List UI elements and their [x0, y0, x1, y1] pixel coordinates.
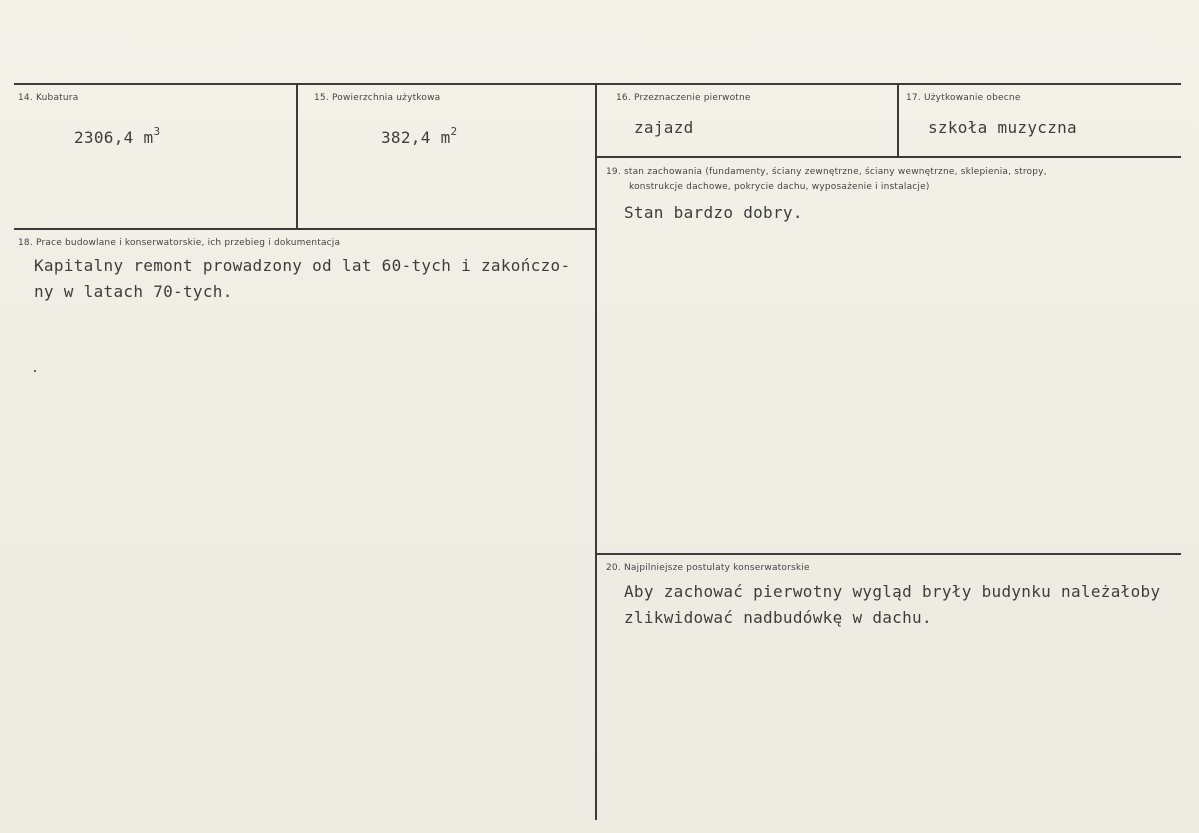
prace-budowlane-line-1: Kapitalny remont prowadzony od lat 60-tych i zakończo- — [34, 256, 571, 275]
prace-budowlane-label: 18. Prace budowlane i konserwatorskie, ich przebieg i dokumentacja — [18, 238, 341, 248]
prace-budowlane-line-2: ny w latach 70-tych. — [34, 282, 233, 301]
powierzchnia-label: 15. Powierzchnia użytkowa — [314, 93, 441, 103]
powierzchnia-value — [381, 125, 458, 147]
przeznaczenie-value: zajazd — [634, 118, 694, 137]
kubatura-label: 14. Kubatura — [18, 93, 79, 103]
divider-16-17 — [897, 84, 899, 157]
kubatura-exponent: 3 — [153, 125, 161, 138]
przeznaczenie-label: 16. Przeznaczenie pierwotne — [616, 93, 751, 103]
rule-under-14-15 — [14, 228, 596, 230]
stan-zachowania-label-line-2: konstrukcje dachowe, pokrycie dachu, wyposażenie i instalacje) — [629, 182, 930, 192]
powierzchnia-exponent: 2 — [450, 125, 458, 138]
stan-zachowania-label-line-1: 19. stan zachowania (fundamenty, ściany zewnętrzne, ściany wewnętrzne, sklepienia, stropy, — [606, 167, 1047, 177]
divider-14-15 — [296, 84, 298, 229]
uzytkowanie-label: 17. Użytkowanie obecne — [906, 93, 1021, 103]
kubatura-value — [74, 125, 161, 147]
postulaty-line-2: zlikwidować nadbudówkę w dachu. — [624, 608, 932, 627]
postulaty-label: 20. Najpilniejsze postulaty konserwatorskie — [606, 563, 810, 573]
powierzchnia-number: 382,4 m — [381, 128, 451, 147]
postulaty-line-1: Aby zachować pierwotny wygląd bryły budynku należałoby — [624, 582, 1161, 601]
divider-main — [595, 84, 597, 820]
rule-under-16-17 — [597, 156, 1181, 158]
ink-speck — [34, 370, 36, 372]
stan-zachowania-value: Stan bardzo dobry. — [624, 203, 803, 222]
top-rule — [14, 83, 1181, 85]
kubatura-number: 2306,4 m — [74, 128, 154, 147]
uzytkowanie-value: szkoła muzyczna — [928, 118, 1077, 137]
rule-above-20 — [597, 553, 1181, 555]
